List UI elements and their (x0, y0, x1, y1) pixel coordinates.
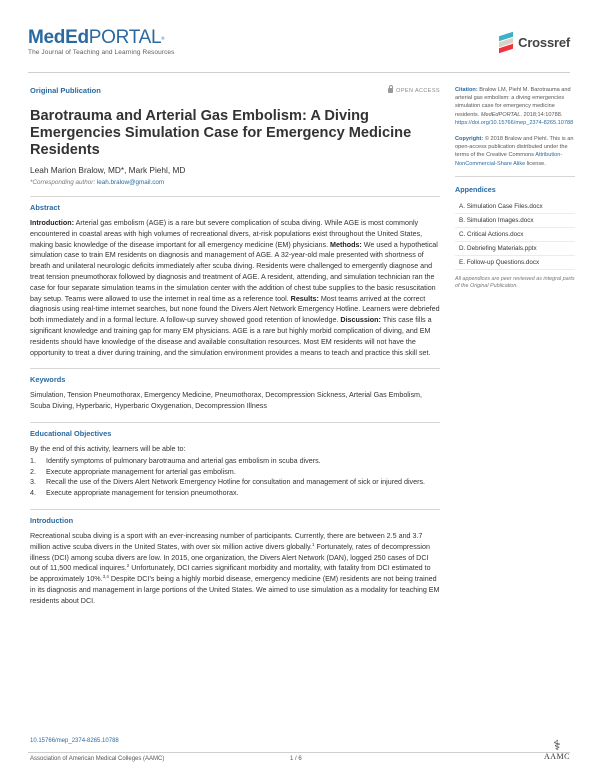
appendix-link-b[interactable]: B. Simulation Images.docx (455, 214, 575, 228)
footer-organization: Association of American Medical Colleges (AAMC) (30, 756, 165, 762)
appendices-heading: Appendices (455, 184, 496, 194)
header-divider (28, 72, 570, 73)
introduction-section (30, 509, 440, 607)
objectives-list (30, 456, 440, 499)
journal-wordmark: MedEdPORTAL® (28, 27, 165, 48)
keywords-section (30, 368, 440, 412)
doi-link[interactable]: https://doi.org/10.15766/mep_2374-8265.10788 (455, 119, 574, 126)
license-link[interactable]: Attribution-NonCommercial-Share Alike (455, 152, 563, 167)
list-item: 1. Identify symptoms of pulmonary barotrauma and arterial gas embolism in scuba divers. (30, 456, 321, 465)
objectives-section (30, 422, 440, 499)
page-number: 1 / 6 (290, 756, 302, 762)
introduction-text: Recreational scuba diving is a sport with an ever-increasing number of participants. Currently, there are between 2.5 and 3.7 million active scuba divers in the United States, with over six million active divers globally.$^1$ Fortunately, rates of decompression illness (DCI) among scuba divers are low. In 2015, one organization, the Divers Alert Network (DAN), logged 250 cases of DCI out of 11,500 medical inquires.$^2$ Unfortunately, DCI carries significant morbidity and mortality, with fatality from DCI estimated to be approximately 10%.$^{3,4}$ Despite DCI’s being a highly morbid disease, emergency medicine (EM) residents are not being trained in its diagnosis and management in large portions of the United States. We aimed to use simulation as a modality for teaching EM residents about DCI. (30, 531, 440, 605)
footer-doi[interactable]: 10.15766/mep_2374-8265.10788 (30, 738, 119, 744)
caduceus-icon: ⚕ (553, 737, 561, 753)
objectives-intro: By the end of this activity, learners will be able to: (30, 444, 186, 453)
appendix-link-c[interactable]: C. Critical Actions.docx (455, 228, 575, 242)
crossref-badge[interactable] (499, 32, 570, 52)
corresponding-email-link[interactable]: leah.bralow@gmail.com (96, 179, 165, 186)
corresponding-author: *Corresponding author: leah.bralow@gmail.com (30, 179, 165, 186)
copyright-block: Copyright: © 2018 Bralow and Piehl. This is an open-access publication distributed under the terms of the Creative Commons Attribution-NonCommercial-Share Alike license. (455, 136, 574, 167)
abstract-text: Introduction: Arterial gas embolism (AGE) is a rare but severe complication of scuba diving. While AGE is most commonly encountered in coastal areas with high volumes of recreational divers, at-risk populations exist throughout the United States, making basic knowledge of the disease important for all emergency medicine (EM) physicians. Methods: We used a hypothetical simulation case to train EM residents on diagnosis and management of AGE. A 32-year-old male presented with shortness of breath and unilateral neurologic deficits immediately after scuba diving. Residents were challenged to emergently diagnose and treat tension pneumothorax followed by diagnosis and treatment of AGE. A resident, attending, and simulation technician ran the case for four separate simulation teams in the simulation center with the addition of chest tube supplies to the basic resuscitation bay setup. Teams were allowed to use the internet in real time as a reference tool. Results: Most teams arrived at the correct diagnosis using real-time internet searches, but none found the Divers Alert Network Emergency Hotline. Learners were debriefed both immediately and in a formal lecture. A follow-up survey showed good retention of knowledge. Discussion: This case fills a significant knowledge and training gap for many EM physicians. AGE is a rare but highly morbid complication of diving, and EM residents should have knowledge of the disease and available consultation resources. Most EM residents will not have the opportunity to treat a diver during training, and the simulation environment provides a means to teach and practice this skill set. (30, 219, 440, 357)
open-access-label: OPEN ACCESS (388, 88, 440, 94)
citation-block: Citation: Bralow LM, Piehl M. Barotrauma and arterial gas embolism: a diving emergencies simulation case for emergency medicine residents. MedEdPORTAL. 2018;14:10788. https://doi.org/10.15766/mep_2374-8265.10788 (455, 87, 574, 126)
article-title: Barotrauma and Arterial Gas Embolism: A Diving Emergencies Simulation Case for Emergency Medicine Residents (30, 108, 412, 158)
appendix-link-d[interactable]: D. Debriefing Materials.pptx (455, 242, 575, 256)
keywords-text: Simulation, Tension Pneumothorax, Emergency Medicine, Pneumothorax, Decompression Sickness, Arterial Gas Embolism, Scuba Diving, Hyperbaric, Hyperbaric Oxygenation, Decompression Illness (30, 391, 422, 411)
publication-type: Original Publication (30, 86, 101, 95)
appendix-link-a[interactable]: A. Simulation Case Files.docx (455, 200, 575, 214)
aamc-logo: ⚕ AAMC (543, 737, 570, 761)
abstract-heading: Abstract (30, 203, 60, 212)
crossref-icon (499, 32, 515, 52)
open-lock-icon (388, 88, 393, 93)
footer-divider (28, 752, 570, 753)
abstract-section (30, 196, 440, 358)
appendices-note: All appendices are peer reviewed as integral parts of the Original Publication. (455, 275, 575, 290)
objectives-heading: Educational Objectives (30, 428, 112, 438)
crossref-label: Crossref (518, 34, 570, 50)
journal-logo (28, 28, 175, 56)
list-item: 3. Recall the use of the Divers Alert Network Emergency Hotline for consultation and management of sick or injured divers. (30, 478, 426, 487)
main-column (30, 86, 440, 607)
list-item: 2. Execute appropriate management for arterial gas embolism. (30, 467, 236, 476)
journal-tagline: The Journal of Teaching and Learning Resources (28, 49, 175, 56)
keywords-heading: Keywords (30, 375, 66, 385)
appendix-link-e[interactable]: E. Follow-up Questions.docx (455, 256, 575, 270)
introduction-heading: Introduction (30, 515, 74, 525)
sidebar (455, 86, 575, 291)
list-item: 4. Execute appropriate management for tension pneumothorax. (30, 489, 239, 498)
author-list: Leah Marion Bralow, MD*, Mark Piehl, MD (30, 165, 186, 175)
